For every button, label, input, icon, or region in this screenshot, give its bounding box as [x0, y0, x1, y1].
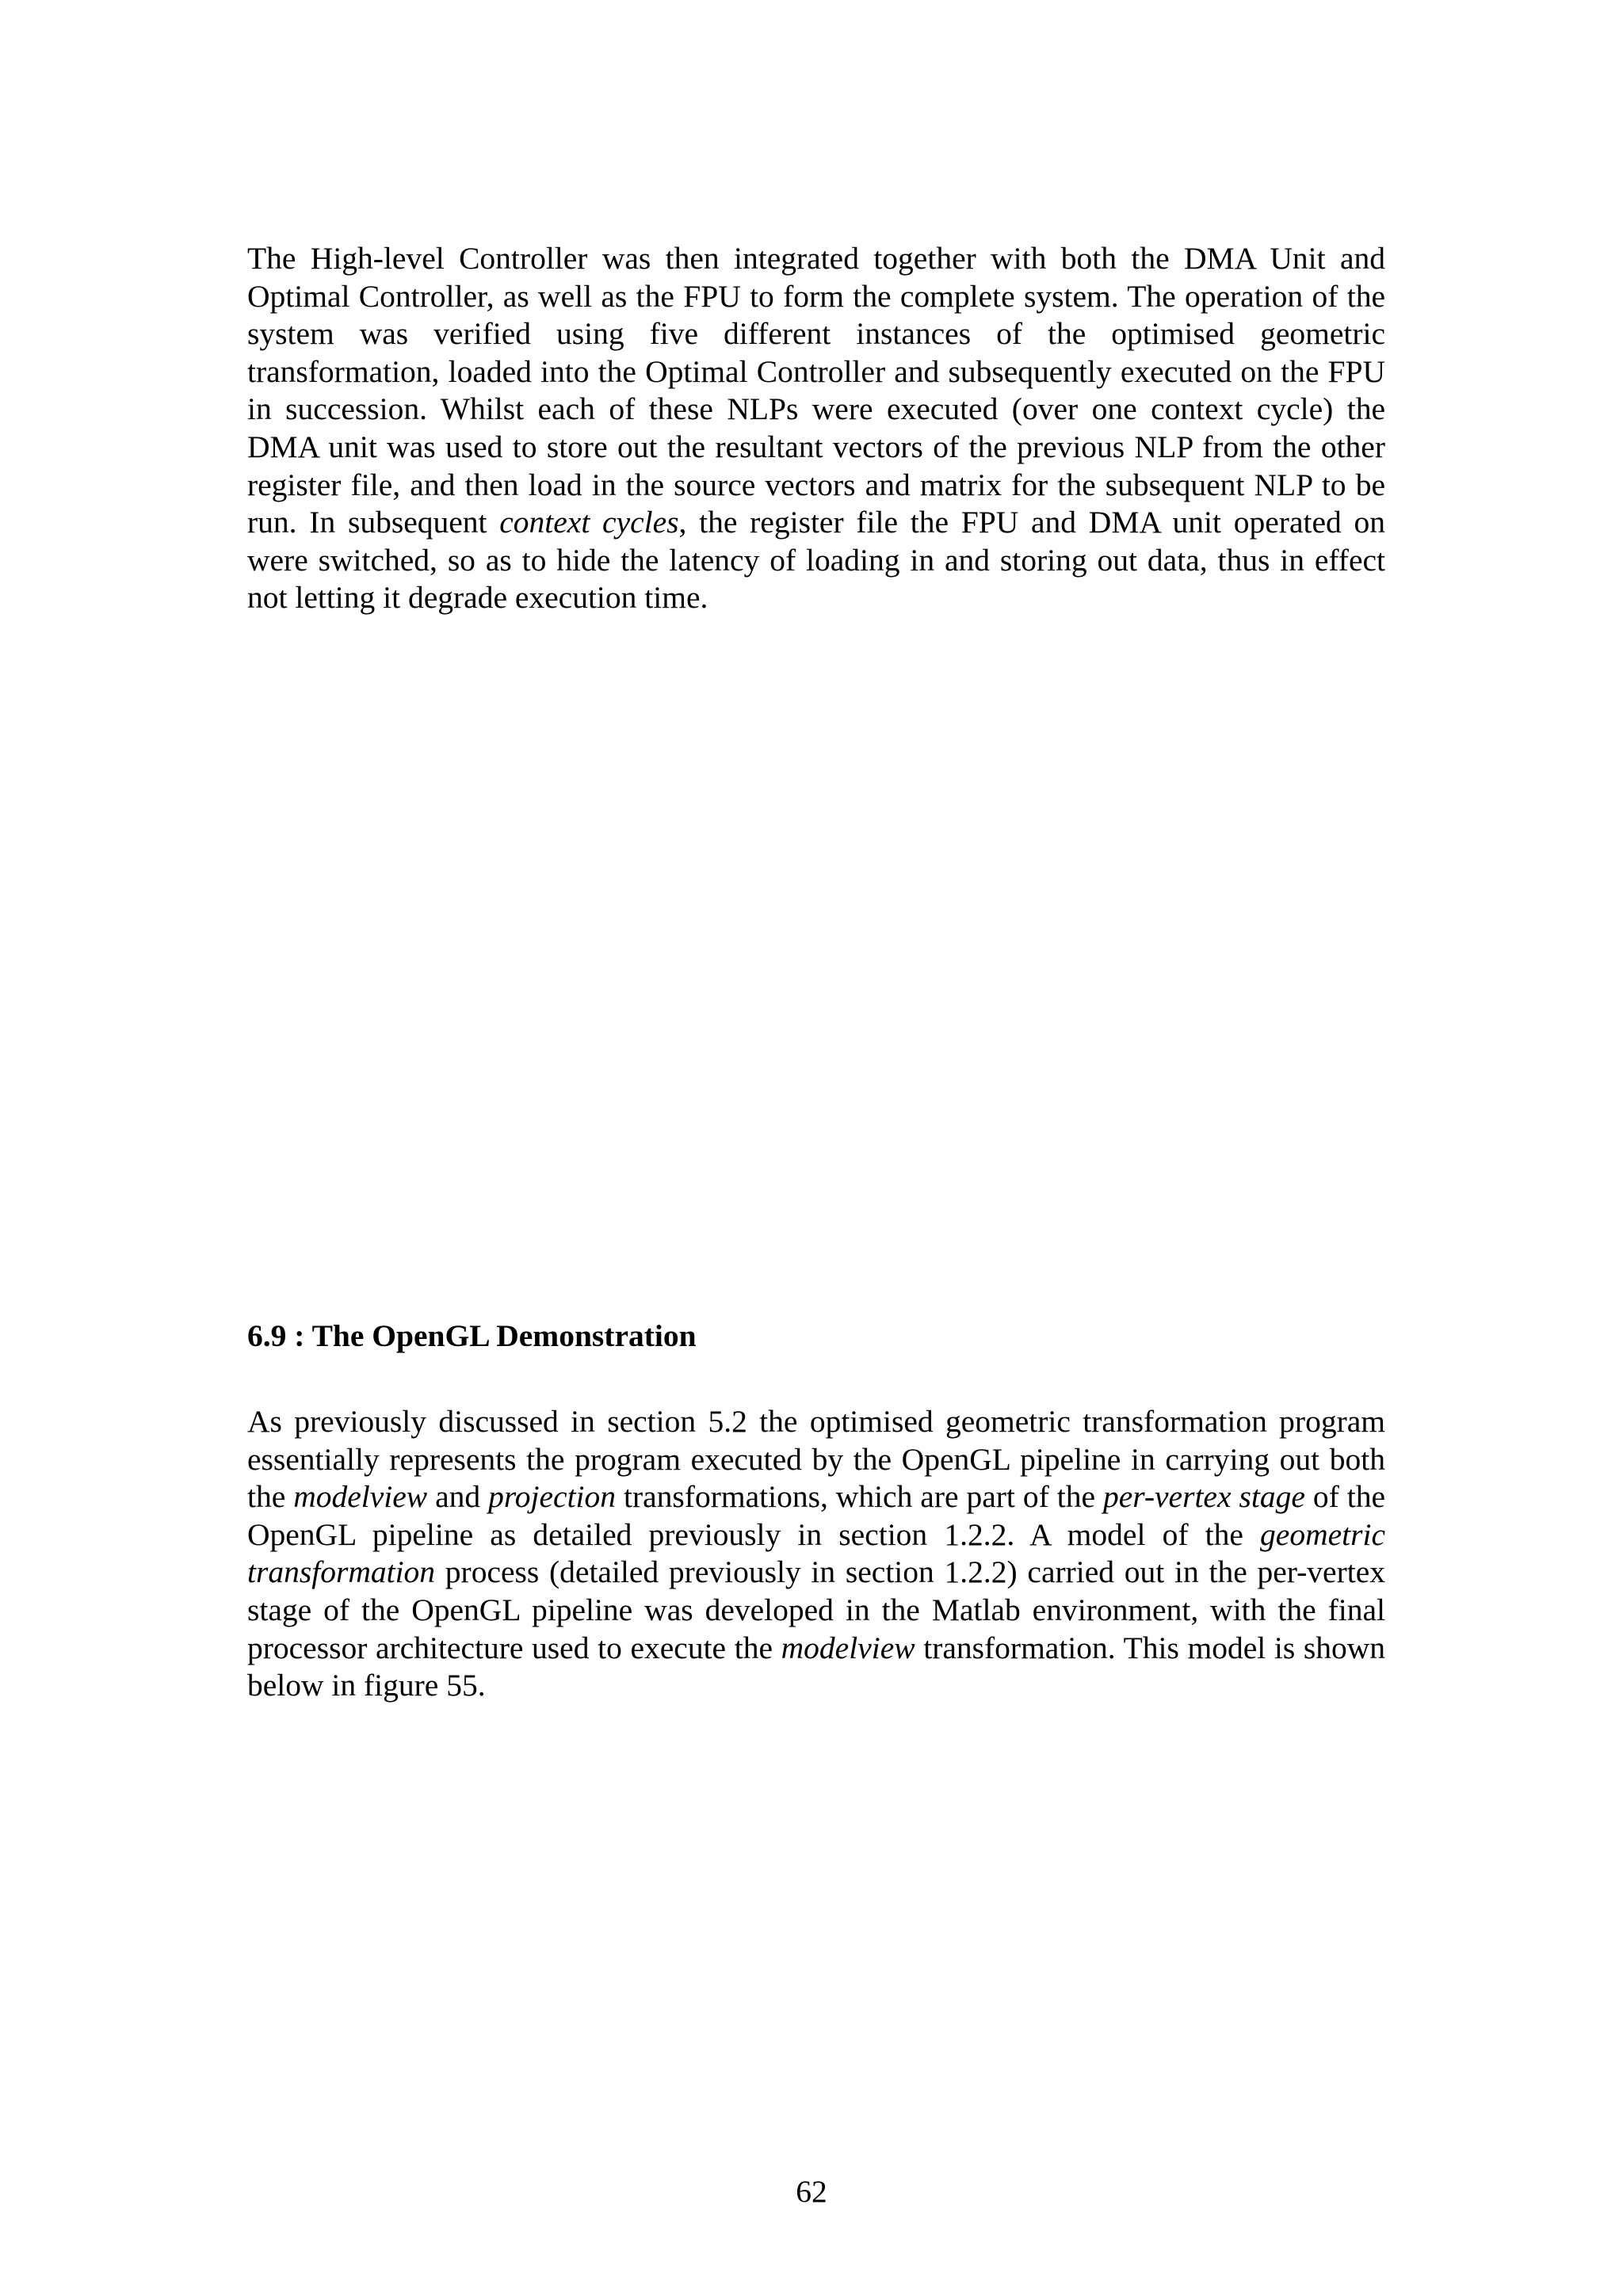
italic-term: per-vertex stage — [1103, 1479, 1305, 1515]
paragraph-text: transformation. This model is shown below in figure 55. — [247, 1630, 1385, 1703]
body-paragraph-system-integration — [247, 240, 1385, 617]
italic-term: context cycles — [499, 505, 679, 540]
paragraph-text: transformations, which are part of the — [616, 1479, 1103, 1515]
paragraph-text: The High-level Controller was then integrated together with both the DMA Unit and Optimal Controller, as well as the FPU to form the complete system. The operation of the system was verified using five different instances of the optimised geometric transformation, loaded into the Optimal Controller and subsequently executed on the FPU in succession. Whilst each of these NLPs were executed (over one context cycle) the DMA unit was used to store out the resultant vectors of the previous NLP from the other register file, and then load in the source vectors and matrix for the subsequent NLP to be run. In subsequent — [247, 241, 1385, 540]
italic-term: projection — [488, 1479, 617, 1515]
page-number: 62 — [796, 2174, 827, 2209]
italic-term: modelview — [781, 1630, 915, 1665]
paragraph-text: of the OpenGL pipeline as detailed previously in section 1.2.2. A model of the — [247, 1479, 1385, 1552]
section-heading: 6.9 : The OpenGL Demonstration — [247, 1318, 697, 1353]
body-paragraph-opengl-demonstration — [247, 1403, 1385, 1705]
italic-term: geometric transformation — [247, 1516, 1385, 1590]
paragraph-text: and — [427, 1479, 489, 1515]
paragraph-text: , the register file the FPU and DMA unit operated on were switched, so as to hide the latency of loading in and storing out data, thus in effect not letting it degrade execution time. — [247, 505, 1385, 616]
paragraph-text: process (detailed previously in section 1.2.2) carried out in the per-vertex stage of the OpenGL pipeline was developed in the Matlab environment, with the final processor architecture used to execute the — [247, 1554, 1385, 1665]
paragraph-text: As previously discussed in section 5.2 the optimised geometric transformation program essentially represents the program executed by the OpenGL pipeline in carrying out both the — [247, 1404, 1385, 1515]
italic-term: modelview — [293, 1479, 428, 1515]
